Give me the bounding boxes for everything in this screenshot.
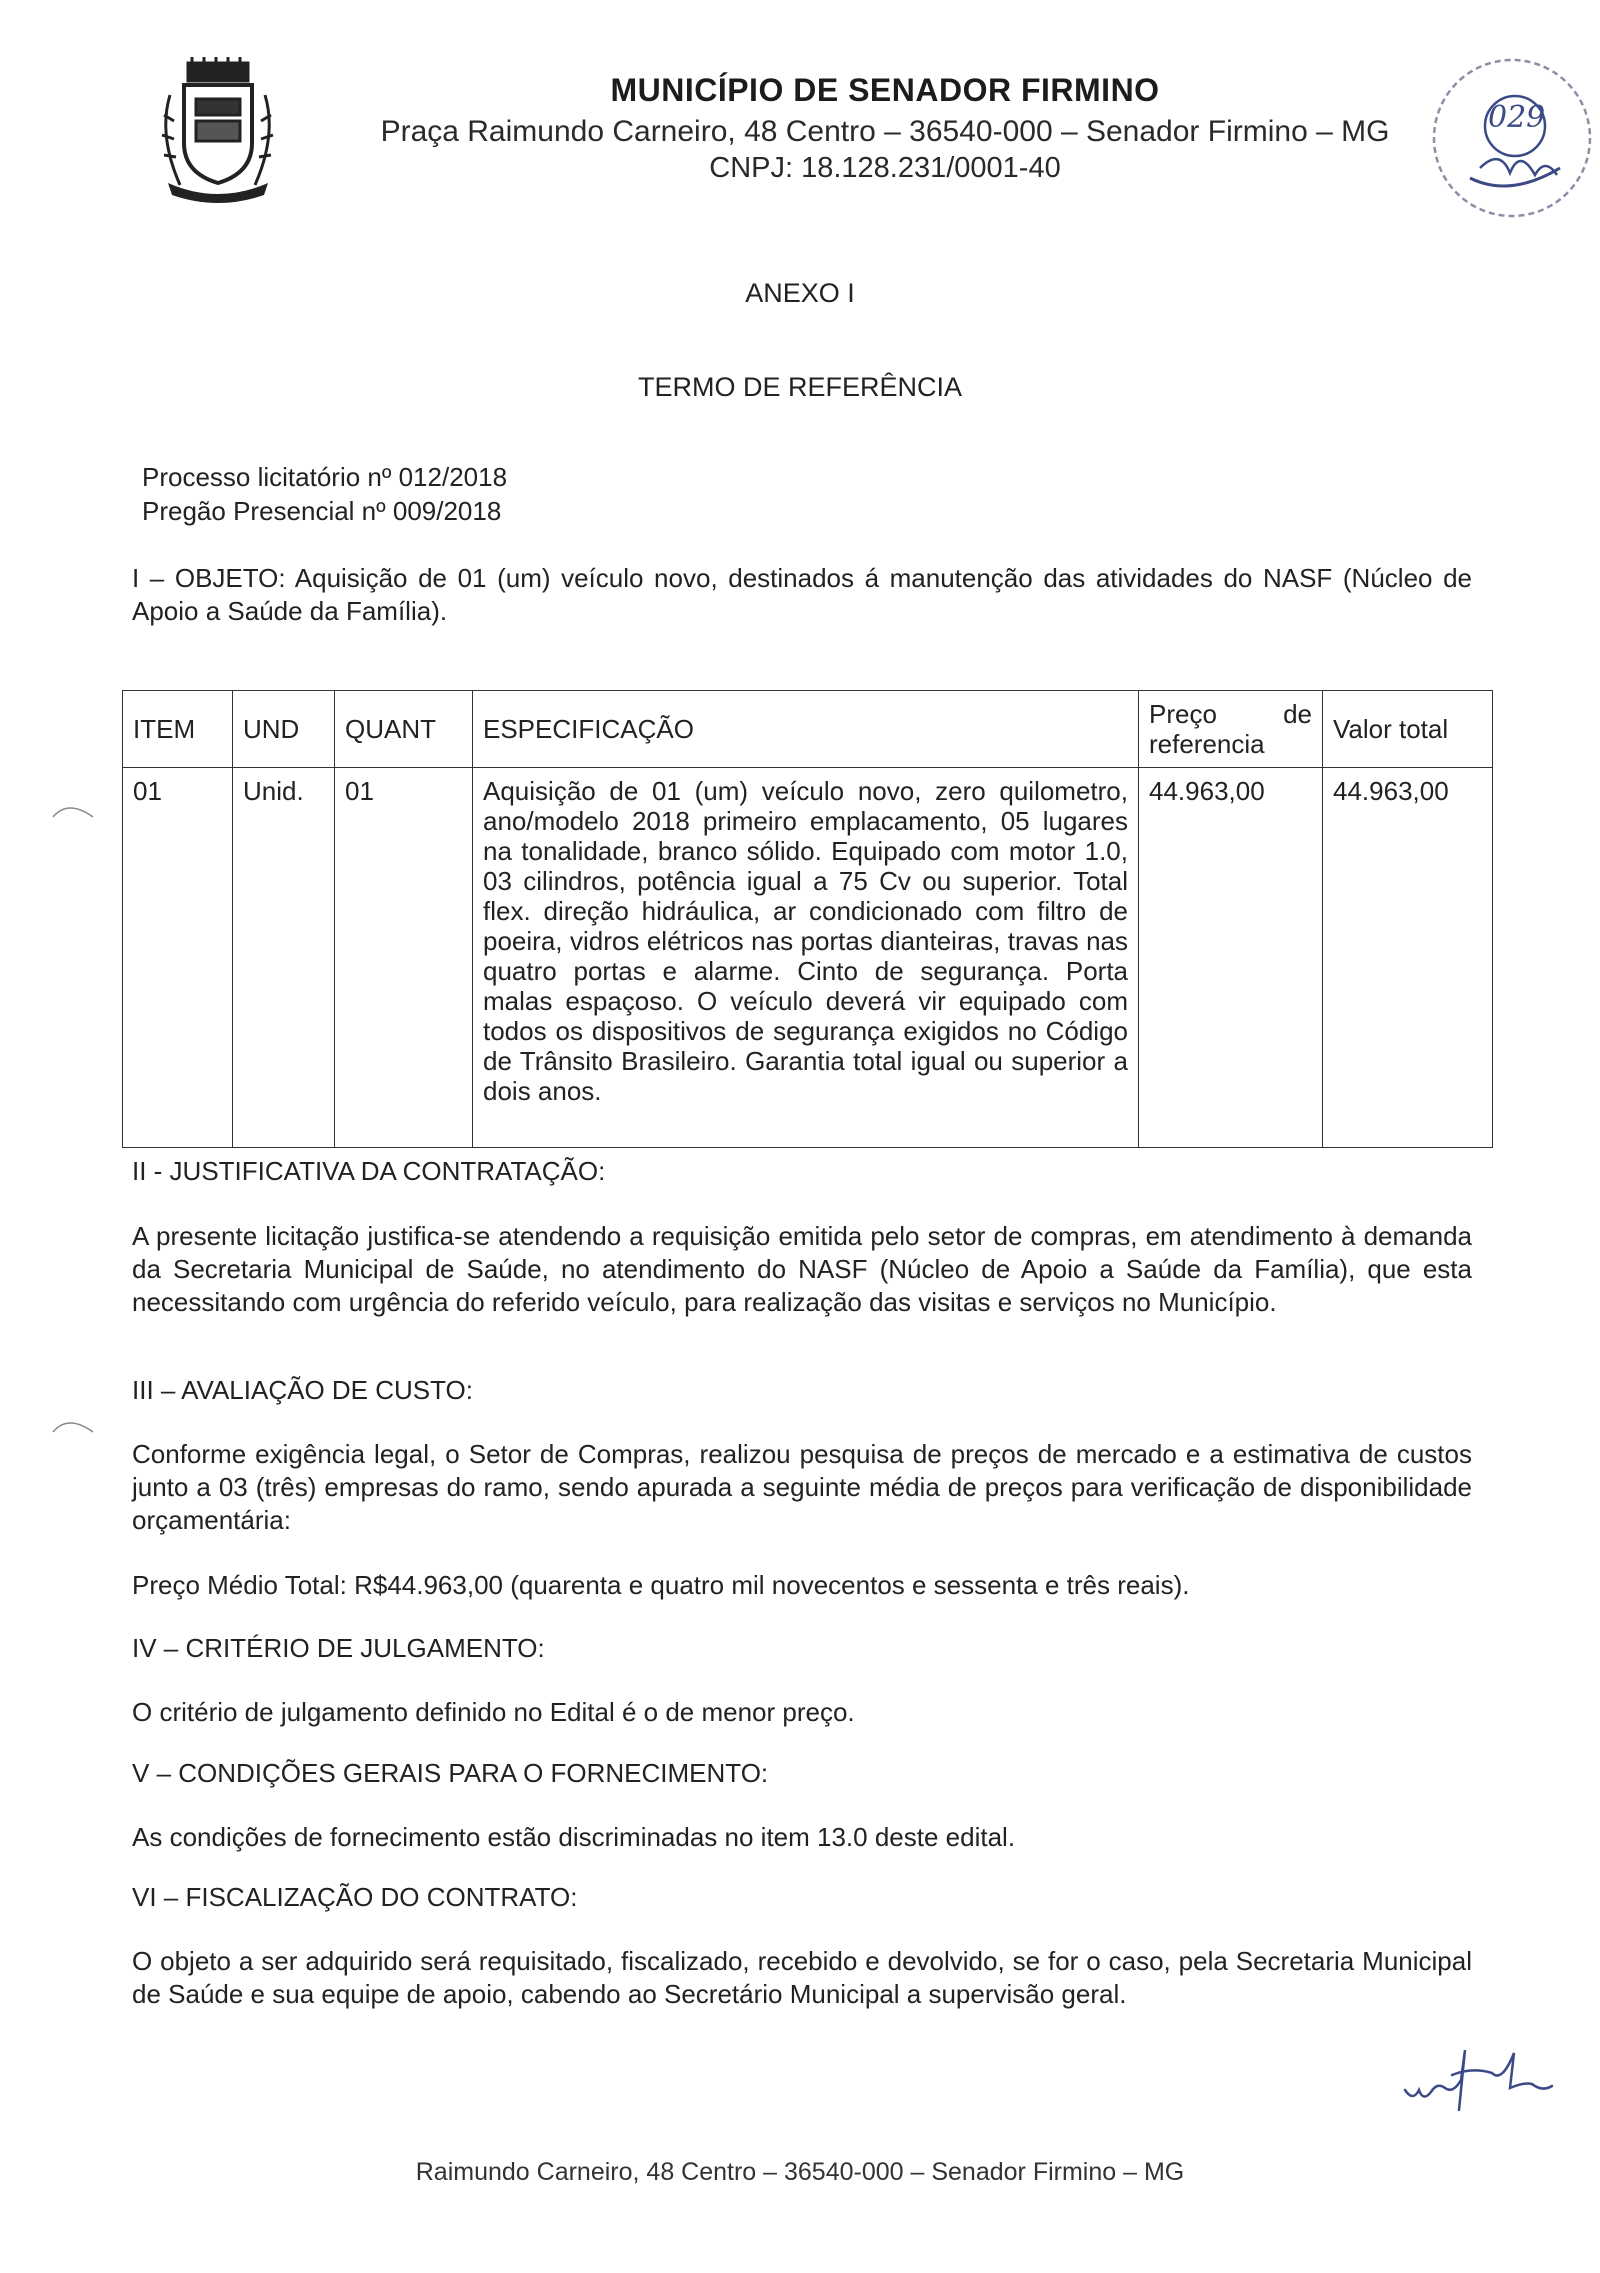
cell-item: 01 bbox=[123, 768, 233, 1148]
municipality-title: MUNICÍPIO DE SENADOR FIRMINO bbox=[610, 72, 1160, 108]
section-4-text: O critério de julgamento definido no Edital é o de menor preço. bbox=[132, 1697, 855, 1727]
page-footer: Raimundo Carneiro, 48 Centro – 36540-000 – Senador Firmino – MG bbox=[415, 2158, 1185, 2186]
stamp-number: 029 bbox=[1488, 100, 1546, 135]
section-2-text: A presente licitação justifica-se atendendo a requisição emitida pelo setor de compras, em atendimento à demanda da Secretaria Municipal de Saúde, no atendimento do NASF (Núcleo de Apoio a Saúde da Família), que esta necessitando com urgência do referido veículo, para realização das visitas e serviços no Município. bbox=[132, 1221, 1472, 1317]
cell-price: 44.963,00 bbox=[1139, 768, 1323, 1148]
section-4-title: IV – CRITÉRIO DE JULGAMENTO: bbox=[132, 1633, 545, 1663]
section-3-title: III – AVALIAÇÃO DE CUSTO: bbox=[132, 1375, 473, 1405]
process-number: Processo licitatório nº 012/2018 bbox=[142, 462, 508, 492]
municipality-cnpj: CNPJ: 18.128.231/0001-40 bbox=[709, 152, 1061, 184]
cell-spec: Aquisição de 01 (um) veículo novo, zero quilometro, ano/modelo 2018 primeiro emplacamento, 05 lugares na tonalidade, branco sólido. Equipado com motor 1.0, 03 cilindros, potência igual a 75 Cv ou superior. Total flex. direção hidráulica, ar condicionado com filtro de poeira, vidros elétricos nas portas dianteiras, travas nas quatro portas e alarme. Cinto de segurança. Porta malas espaçoso. O veículo deverá vir equipado com todos os dispositivos de segurança exigidos no Código de Trânsito Brasileiro. Garantia total igual ou superior a dois anos. bbox=[473, 768, 1139, 1148]
cell-und: Unid. bbox=[233, 768, 335, 1148]
signature-icon bbox=[1400, 2045, 1570, 2115]
protocol-stamp bbox=[1420, 38, 1595, 238]
stamp-seal-icon bbox=[1420, 38, 1595, 238]
section-5-title: V – CONDIÇÕES GERAIS PARA O FORNECIMENTO: bbox=[132, 1758, 769, 1788]
section-6-text: O objeto a ser adquirido será requisitado, fiscalizado, recebido e devolvido, se for o caso, pela Secretaria Municipal de Saúde e sua equipe de apoio, cabendo ao Secretário Municipal a supervisão geral. bbox=[132, 1946, 1472, 2009]
pregao-number: Pregão Presencial nº 009/2018 bbox=[142, 496, 502, 526]
annex-title: ANEXO I bbox=[745, 278, 855, 308]
table-row bbox=[123, 768, 1493, 1148]
table-header-row bbox=[123, 691, 1493, 768]
header-price: Preço de referencia bbox=[1139, 691, 1323, 768]
cell-quant: 01 bbox=[335, 768, 473, 1148]
margin-mark-icon bbox=[48, 1410, 98, 1440]
object-paragraph: I – OBJETO: Aquisição de 01 (um) veículo novo, destinados á manutenção das atividades do NASF (Núcleo de Apoio a Saúde da Família). bbox=[132, 563, 1472, 626]
cell-total: 44.963,00 bbox=[1323, 768, 1493, 1148]
average-price-line: Preço Médio Total: R$44.963,00 (quarenta e quatro mil novecentos e sessenta e três reais). bbox=[132, 1570, 1190, 1600]
municipality-address: Praça Raimundo Carneiro, 48 Centro – 36540-000 – Senador Firmino – MG bbox=[380, 115, 1390, 148]
header-quant: QUANT bbox=[335, 691, 473, 768]
header-total: Valor total bbox=[1323, 691, 1493, 768]
header-item: ITEM bbox=[123, 691, 233, 768]
municipal-crest-icon bbox=[150, 55, 285, 205]
section-3-text: Conforme exigência legal, o Setor de Compras, realizou pesquisa de preços de mercado e a estimativa de custos junto a 03 (três) empresas do ramo, sendo apurada a seguinte média de preços para verificação de disponibilidade orçamentária: bbox=[132, 1439, 1472, 1535]
header-spec: ESPECIFICAÇÃO bbox=[473, 691, 1139, 768]
section-6-title: VI – FISCALIZAÇÃO DO CONTRATO: bbox=[132, 1882, 578, 1912]
margin-mark-icon bbox=[48, 795, 98, 825]
header-und: UND bbox=[233, 691, 335, 768]
reference-term-title: TERMO DE REFERÊNCIA bbox=[637, 372, 963, 402]
specification-table bbox=[122, 690, 1493, 1148]
section-5-text: As condições de fornecimento estão discriminadas no item 13.0 deste edital. bbox=[132, 1822, 1016, 1852]
section-2-title: II - JUSTIFICATIVA DA CONTRATAÇÃO: bbox=[132, 1156, 606, 1186]
